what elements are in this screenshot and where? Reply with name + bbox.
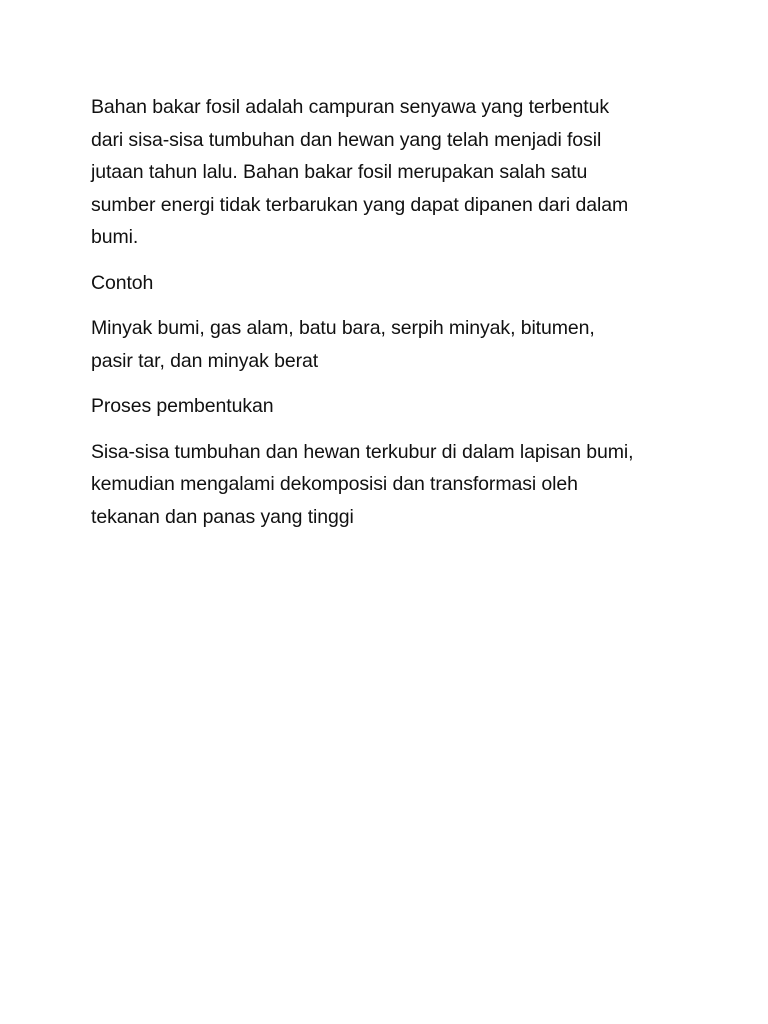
process-paragraph: Sisa-sisa tumbuhan dan hewan terkubur di dalam lapisan bumi, kemudian mengalami dekomposisi dan transformasi oleh tekanan dan panas yang tinggi — [91, 440, 634, 528]
process-heading: Proses pembentukan — [91, 395, 274, 417]
examples-heading: Contoh — [91, 271, 154, 294]
intro-paragraph: Bahan bakar fosil adalah campuran senyawa yang terbentuk dari sisa-sisa tumbuhan dan hewan yang telah menjadi fosil jutaan tahun lalu. Bahan bakar fosil merupakan salah satu sumber energi tidak terbarukan yang dapat dipanen dari dalam bumi. — [91, 96, 629, 248]
examples-paragraph: Minyak bumi, gas alam, batu bara, serpih minyak, bitumen, pasir tar, dan minyak berat — [91, 317, 595, 372]
document-body — [91, 91, 681, 546]
